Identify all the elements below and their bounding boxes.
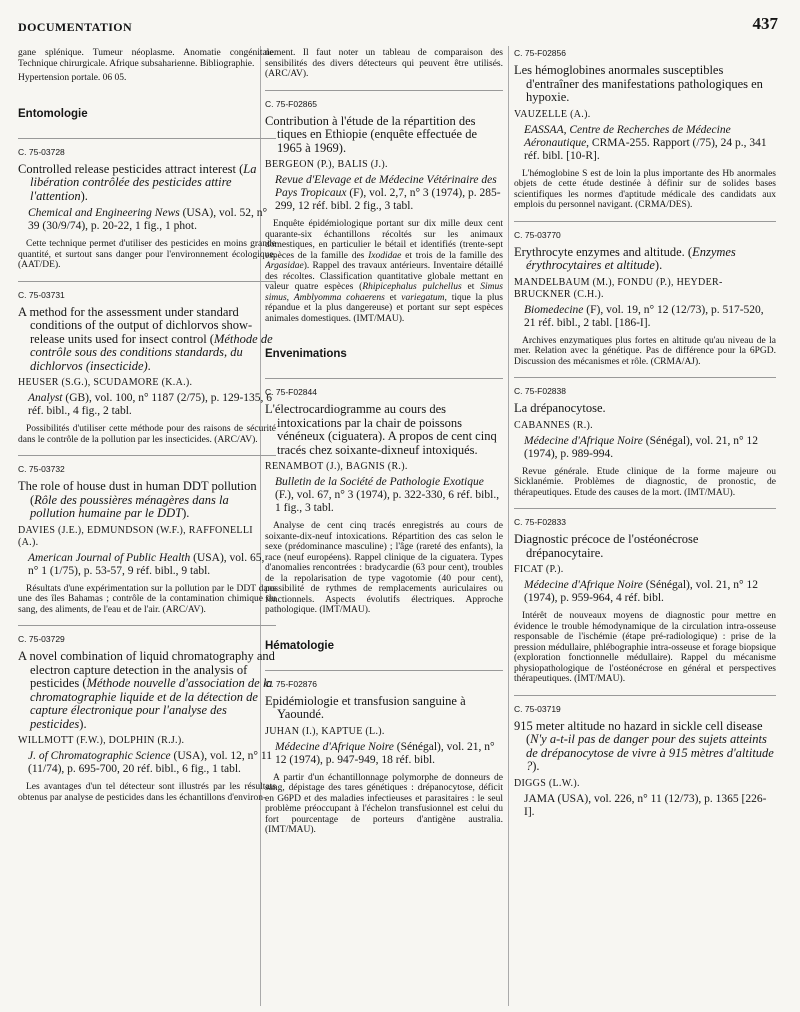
entry-separator [18, 625, 276, 626]
entry-authors: RENAMBOT (J.), BAGNIS (R.). [265, 461, 408, 472]
entry-separator [265, 670, 503, 671]
entry-authors: JUHAN (I.), KAPTUE (L.). [265, 725, 385, 737]
entry-abstract: L'hémoglobine S est de loin la plus importante des Hb anormales objets de cette étude destinée à définir sur de solides bases scientifiques les normes d'aptitude médicale des candidats aux emplois du personnel navigant. (CRMA/DES). [514, 168, 776, 210]
entry-code: C. 75-F02844 [265, 387, 317, 397]
entry-source: Chemical and Engineering News (USA), vol. 52, n° 39 (30/9/74), p. 20-22, 1 fig., 1 phot. [28, 207, 268, 232]
entry-source: EASSAA, Centre de Recherches de Médecine Aéronautique, CRMA-255. Rapport (/75), 24 p., 341 réf. bibl. [10-R]. [524, 123, 767, 162]
entry-code: C. 75-03729 [18, 634, 65, 644]
entry-source: Biomedecine (F), vol. 19, n° 12 (12/73), p. 517-520, 21 réf. bibl., 2 tabl. [186-I]. [524, 303, 764, 329]
bibliographic-entry [18, 464, 276, 615]
running-head: DOCUMENTATION [18, 20, 133, 34]
entry-abstract: Résultats d'une expérimentation sur la pollution par le DDT dans une des îles Bahamas ; contrôle de la contamination chimique du sang, des aliments, de l'eau et de l'air. (ARC/AV). [18, 583, 276, 615]
entry-source: Revue d'Elevage et de Médecine Vétérinaire des Pays Tropicaux (F), vol. 2,7, n° 3 (1974), p. 285-299, 12 réf. bibl. 2 fig., 3 tabl. [275, 174, 501, 212]
entry-title: The role of house dust in human DDT pollution (Rôle des poussières ménagères dans la pollution humaine par le DDT). [18, 479, 257, 520]
entry-separator [18, 138, 276, 139]
bibliographic-entry [514, 517, 776, 685]
entry-abstract: Cette technique permet d'utiliser des pesticides en moins grande quantité, et surtout sans danger pour l'environnement écologique. (AAT/DE). [18, 239, 276, 270]
entry-separator [265, 90, 503, 91]
entry-source: Médecine d'Afrique Noire (Sénégal), vol. 21, n° 12 (1974), p. 989-994. [524, 434, 759, 460]
bibliographic-entry [265, 679, 503, 836]
entry-separator [514, 695, 776, 696]
entry-abstract: Revue générale. Etude clinique de la forme majeure ou Sicklanémie. Problèmes de diagnostic, de pronostic, de thérapeutiques. Etude des causes de la mort. (IMT/MAU). [514, 466, 776, 498]
entry-authors: CABANNES (R.). [514, 419, 593, 431]
entry-code: C. 75-03728 [18, 146, 65, 157]
entry-separator [514, 221, 776, 222]
entry-authors: DIGGS (L.W.). [514, 777, 580, 789]
entry-code: C. 75-03719 [514, 703, 561, 714]
section-heading: Entomologie [18, 107, 88, 120]
entry-code: C. 75-F02865 [265, 98, 317, 109]
bibliographic-entry [514, 704, 776, 819]
entry-abstract: A partir d'un échantillonnage polymorphe de donneurs de sang, dépistage des tares génétiques : drépanocytose, déficit en G6PD et des maladies infectieuses et parasitaires : le seul problème préoccupant à l'échelon transfusionnel est celui du fort pourcentage de porteurs d'antigène australia. (IMT/MAU). [265, 772, 503, 835]
entry-abstract: Les avantages d'un tel détecteur sont illustrés par les résultats obtenus par analyse de pesticides dans les échantillons d'environ- [18, 782, 276, 803]
bibliographic-entry [18, 290, 276, 446]
entry-separator [18, 455, 276, 456]
bibliographic-entry [265, 387, 503, 616]
entry-code: C. 75-F02833 [514, 517, 566, 527]
column-rule [508, 46, 509, 1006]
entry-code: C. 75-F02838 [514, 386, 566, 396]
section-heading: Hématologie [265, 639, 335, 652]
entry-title: 915 meter altitude no hazard in sickle cell disease (N'y a-t-il pas de danger pour des sujets atteints de drépanocytose de vivre à 915 mètres d'altitude ?). [514, 718, 774, 773]
page-number: 437 [752, 14, 778, 33]
entry-source: Analyst (GB), vol. 100, n° 1187 (2/75), p. 129-135, 6 réf. bibl., 4 fig., 2 tabl. [28, 392, 273, 417]
entry-title: Les hémoglobines anormales susceptibles d'entraîner des manifestations pathologiques en hypoxie. [514, 63, 763, 104]
entry-source: Médecine d'Afrique Noire (Sénégal), vol. 21, n° 12 (1974), p. 947-949, 18 réf. bibl. [275, 740, 495, 766]
section-heading: Envenimations [265, 348, 347, 360]
entry-title: Contribution à l'étude de la répartition des tiques en Ethiopie (enquête effectuée de 1965 à 1969). [265, 113, 478, 155]
entry-authors: WILLMOTT (F.W.), DOLPHIN (R.J.). [18, 735, 185, 746]
entry-code: C. 75-F02856 [514, 48, 566, 58]
column-2 [265, 48, 503, 1006]
entry-title: Erythrocyte enzymes and altitude. (Enzymes érythrocytaires et altitude). [514, 244, 736, 272]
bibliographic-entry [18, 147, 276, 271]
entry-title: Controlled release pesticides attract interest (La libération contrôlée des pesticides attire l'attention). [18, 161, 257, 203]
entry-authors: DAVIES (J.E.), EDMUNDSON (W.F.), RAFFONELLI (A.). [18, 524, 253, 548]
continued-text: gane splénique. Tumeur néoplasme. Anomatie congénitale. Technique chirurgicale. Afrique subsaharienne. Bibliographie. [18, 48, 276, 69]
entry-authors: VAUZELLE (A.). [514, 108, 591, 120]
entry-authors: BERGEON (P.), BALIS (J.). [265, 159, 388, 170]
entry-title: A novel combination of liquid chromatography and electron capture detection in the analysis of pesticides (Méthode nouvelle d'association de la chromatographie liquide et de la détection de capture électronique pour l'analyse des pesticides). [18, 649, 275, 731]
entry-authors: MANDELBAUM (M.), FONDU (P.), HEYDER-BRUCKNER (C.H.). [514, 276, 723, 300]
entry-abstract: Archives enzymatiques plus fortes en altitude qu'au niveau de la mer. Relation avec la génétique. Pas de différence pour la 6PGD. Discussion des mécanismes et rôle. (CRMA/AJ). [514, 335, 776, 367]
continued-text: Hypertension portale. 06 05. [18, 73, 127, 83]
entry-abstract: Possibilités d'utiliser cette méthode pour des raisons de sécurité dans le contrôle de la pollution par les insecticides. (ARC/AV). [18, 424, 276, 445]
continued-text: nement. Il faut noter un tableau de comparaison des sensibilités des divers détecteurs qui peuvent être utilisés. (ARC/AV). [265, 48, 503, 79]
entry-code: C. 75-03732 [18, 464, 65, 474]
entry-source: J. of Chromatographic Science (USA), vol. 12, n° 11 (11/74), p. 695-700, 20 réf. bibl., 6 fig., 1 tabl. [28, 750, 272, 775]
entry-source: Bulletin de la Société de Pathologie Exotique (F.), vol. 67, n° 3 (1974), p. 322-330, 6 réf. bibl., 1 fig., 3 tabl. [275, 476, 500, 514]
bibliographic-entry [514, 48, 776, 211]
entry-separator [265, 378, 503, 379]
entry-source: JAMA (USA), vol. 226, n° 11 (12/73), p. 1365 [226-I]. [524, 792, 767, 818]
entry-abstract: Analyse de cent cinq tracés enregistrés au cours de soixante-dix-neuf intoxications. Répartition des cas selon le sexe (prédominance masculine) ; l'âge (rareté des enfants), la race (neuf européens). Rappel clinique de la ciguatera. Types d'anomalies rencontrées : bradycardie (63 pour cent), troubles de la repolarisation de type vagotomie (40 pour cent), possibilité de rythmes de remplacements auriculaires ou fonctionnels. Aspects évolutifs électriques. Approche pathologique. (IMT/MAU). [265, 521, 503, 615]
entry-separator [514, 508, 776, 509]
entry-title: Diagnostic précoce de l'ostéonécrose drépanocytaire. [514, 532, 699, 560]
column-3 [514, 48, 776, 1006]
entry-abstract: Intérêt de nouveaux moyens de diagnostic pour mettre en évidence le trouble hémodynamique de la circulation intra-osseuse responsable de l'ischémie (étape pré-radiologique) : prise de la pression médullaire, phlébographie intra-osseuse et forage biopsique (exploration fonctionnelle médullaire). Rappel du mécanisme physiopathologique de l'ostéonécrose en général et perspectives thérapeutiques. (IMT/MAU). [514, 611, 776, 684]
entry-title: La drépanocytose. [514, 401, 606, 415]
entry-code: C. 75-03770 [514, 229, 561, 240]
bibliographic-entry [514, 230, 776, 368]
entry-authors: HEUSER (S.G.), SCUDAMORE (K.A.). [18, 377, 193, 388]
bibliographic-entry [514, 386, 776, 498]
entry-code: C. 75-F02876 [265, 678, 317, 689]
entry-title: A method for the assessment under standard conditions of the output of dichlorvos show-release units used for insect control (Méthode de contrôle sous des conditions standards, du dichlorvos (insecticide). [18, 304, 273, 373]
entry-source: American Journal of Public Health (USA), vol. 65, n° 1 (1/75), p. 53-57, 9 réf. bibl., 9 tabl. [28, 551, 265, 577]
entry-authors: FICAT (P.). [514, 564, 564, 575]
bibliographic-entry [18, 634, 276, 803]
entry-title: L'électrocardiogramme au cours des intoxications par la chair de poissons vénéneux (ciguatera). A propos de cent cinq tracés chez soixante-dixneuf intoxiqués. [265, 402, 497, 457]
column-1 [18, 48, 276, 1006]
bibliographic-entry [265, 99, 503, 325]
entry-source: Médecine d'Afrique Noire (Sénégal), vol. 21, n° 12 (1974), p. 959-964, 4 réf. bibl. [524, 579, 759, 604]
page-header [18, 12, 778, 40]
entry-separator [514, 377, 776, 378]
entry-title: Epidémiologie et transfusion sanguine à Yaoundé. [265, 693, 466, 721]
entry-separator [18, 281, 276, 282]
entry-abstract: Enquête épidémiologique portant sur dix mille deux cent quarante-six échantillons récoltés sur les animaux domestiques, en particulier le bétail et identifiés (trente-sept espèces de la famille des Ixodidae et trois de la famille des Argasidae). Rappel des travaux antérieurs. Inventaire détaillé des récoltes. Classification quantitative globale mettant en valeur quatre espèces (Rhipicephalus pulchellus et Simus simus, Amblyomma cohaerens et variegatum, tique la plus répandue et la plus dangereuse) et portant sur sept espèces animales domestiques. (IMT/MAU). [265, 219, 503, 324]
entry-code: C. 75-03731 [18, 289, 65, 300]
